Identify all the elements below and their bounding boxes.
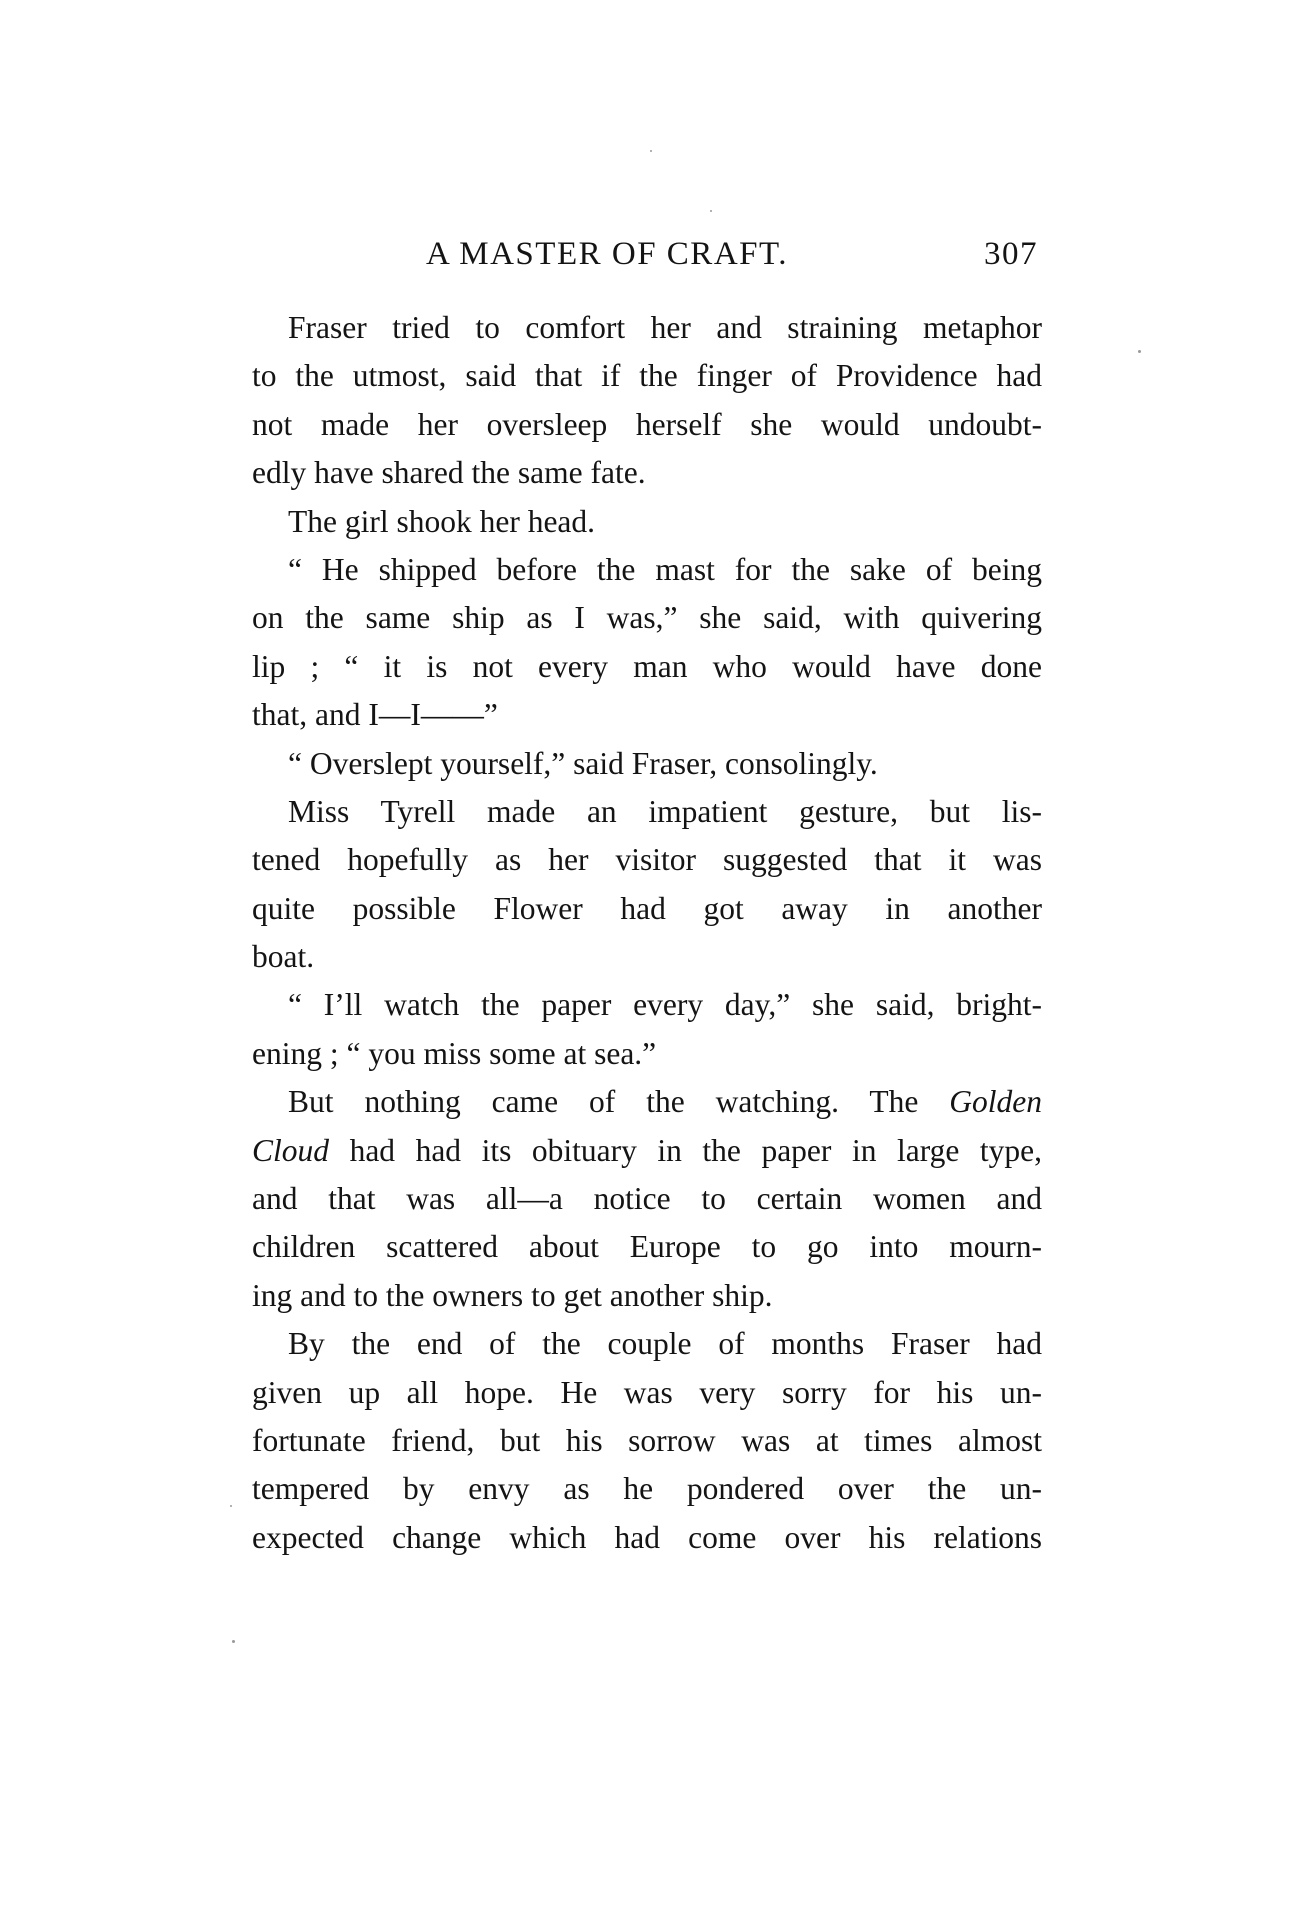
- text-run: But nothing came of the watching. The: [288, 1084, 919, 1120]
- text-run: had had its obituary in the paper in large type,: [349, 1132, 1043, 1168]
- scan-speck: [650, 150, 652, 152]
- text-line: [252, 1127, 1042, 1175]
- scan-speck: [1138, 350, 1141, 353]
- text-line: lip ; “ it is not every man who would have done: [252, 648, 1042, 684]
- page-header: [252, 236, 1042, 286]
- text-line: ing and to the owners to get another ship.: [252, 1277, 773, 1313]
- text-line: fortunate friend, but his sorrow was at times almost: [252, 1422, 1042, 1458]
- text-line: By the end of the couple of months Fraser had: [288, 1326, 1042, 1362]
- text-line: “ He shipped before the mast for the sake of being: [288, 551, 1042, 587]
- text-line: given up all hope. He was very sorry for his un-: [252, 1374, 1042, 1410]
- text-line: boat.: [252, 939, 315, 975]
- text-line: that, and I—I——”: [252, 697, 498, 733]
- text-line: quite possible Flower had got away in another: [252, 890, 1042, 926]
- text-line: tened hopefully as her visitor suggested that it was: [252, 842, 1042, 878]
- text-line: [252, 1078, 1042, 1126]
- text-line: Fraser tried to comfort her and straining metaphor: [288, 310, 1042, 345]
- ship-name-italic: Golden: [949, 1084, 1043, 1120]
- text-line: to the utmost, said that if the finger of Providence had: [252, 358, 1042, 394]
- text-line: and that was all—a notice to certain women and: [252, 1181, 1042, 1217]
- body-text: [252, 304, 1042, 1562]
- text-line: tempered by envy as he pondered over the un-: [252, 1471, 1042, 1507]
- text-line: Miss Tyrell made an impatient gesture, but lis-: [288, 793, 1042, 829]
- scan-speck: [232, 1640, 235, 1643]
- running-title: A MASTER OF CRAFT.: [426, 236, 788, 272]
- scan-speck: [710, 210, 712, 212]
- text-line: ening ; “ you miss some at sea.”: [252, 1035, 657, 1071]
- page-number: 307: [984, 236, 1038, 272]
- text-line: children scattered about Europe to go into mourn-: [252, 1229, 1042, 1265]
- text-line: not made her oversleep herself she would undoubt-: [252, 406, 1042, 442]
- text-line: edly have shared the same fate.: [252, 455, 646, 491]
- text-line: on the same ship as I was,” she said, with quivering: [252, 600, 1042, 636]
- text-line: “ Overslept yourself,” said Fraser, consolingly.: [288, 745, 878, 781]
- text-line: The girl shook her head.: [288, 503, 596, 539]
- ship-name-italic: Cloud: [252, 1132, 330, 1168]
- scan-speck: [230, 1505, 232, 1507]
- text-line: “ I’ll watch the paper every day,” she said, bright-: [288, 987, 1042, 1023]
- text-line: expected change which had come over his relations: [252, 1519, 1042, 1555]
